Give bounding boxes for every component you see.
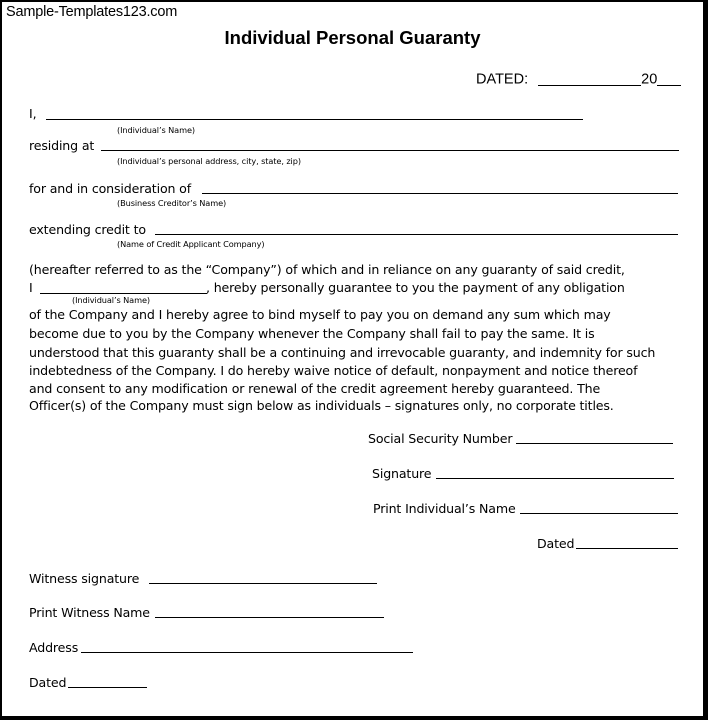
consideration-label: for and in consideration of [29, 181, 192, 196]
paragraph-individual-name-caption: (Individual’s Name) [72, 295, 150, 305]
witness-dated-field[interactable] [68, 687, 147, 688]
paragraph-line-2-prefix: I [29, 280, 33, 295]
individual-name-field[interactable] [46, 119, 583, 120]
document-title: Individual Personal Guaranty [224, 27, 481, 48]
paragraph-line: and consent to any modification or renewal of the credit agreement hereby guaranteed. The [29, 381, 601, 396]
dated-header-label: DATED: [476, 71, 529, 88]
residing-label: residing at [29, 138, 95, 153]
extending-caption: (Name of Credit Applicant Company) [117, 239, 265, 249]
consideration-caption: (Business Creditor’s Name) [117, 198, 227, 208]
witness-signature-field[interactable] [149, 583, 377, 584]
residing-address-field[interactable] [101, 150, 679, 151]
creditor-name-field[interactable] [202, 193, 678, 194]
print-name-label: Print Individual’s Name [373, 501, 516, 516]
paragraph-line: understood that this guaranty shall be a continuing and irrevocable guaranty, and indemnity for such [29, 345, 656, 360]
paragraph-line: indebtedness of the Company. I do hereby waive notice of default, nonpayment and notice thereof [29, 363, 638, 378]
site-watermark: Sample-Templates123.com [6, 4, 178, 20]
witness-dated-label: Dated [29, 675, 67, 690]
paragraph-line: become due to you by the Company whenever the Company shall fail to pay the same. It is [29, 326, 595, 341]
paragraph-line: of the Company and I hereby agree to bind myself to pay you on demand any sum which may [29, 307, 611, 322]
ssn-field[interactable] [516, 443, 673, 444]
paragraph-individual-name-field[interactable] [40, 293, 207, 294]
applicant-company-field[interactable] [155, 234, 678, 235]
paragraph-line: Officer(s) of the Company must sign below as individuals – signatures only, no corporate titles. [29, 398, 614, 413]
dated-header [476, 70, 681, 88]
witness-address-label: Address [29, 640, 79, 655]
document-page [2, 2, 703, 716]
witness-signature-label: Witness signature [29, 571, 140, 586]
dated-header-year-prefix: 20 [641, 71, 658, 88]
print-name-field[interactable] [520, 513, 678, 514]
signature-field[interactable] [436, 478, 674, 479]
ssn-label: Social Security Number [368, 431, 513, 446]
witness-print-name-field[interactable] [155, 617, 384, 618]
dated-header-field[interactable] [538, 70, 641, 86]
witness-print-name-label: Print Witness Name [29, 605, 150, 620]
paragraph-line-2-suffix: , hereby personally guarantee to you the payment of any obligation [206, 280, 625, 295]
signature-dated-label: Dated [537, 536, 575, 551]
individual-label: I, [29, 106, 37, 121]
extending-label: extending credit to [29, 222, 146, 237]
signature-label: Signature [372, 466, 432, 481]
signature-dated-field[interactable] [576, 548, 678, 549]
residing-caption: (Individual’s personal address, city, state, zip) [117, 156, 301, 166]
paragraph-line-1: (hereafter referred to as the “Company”) of which and in reliance on any guaranty of said credit, [29, 262, 625, 277]
dated-header-year-field[interactable] [657, 70, 681, 86]
individual-name-caption: (Individual’s Name) [117, 125, 195, 135]
witness-address-field[interactable] [81, 652, 413, 653]
